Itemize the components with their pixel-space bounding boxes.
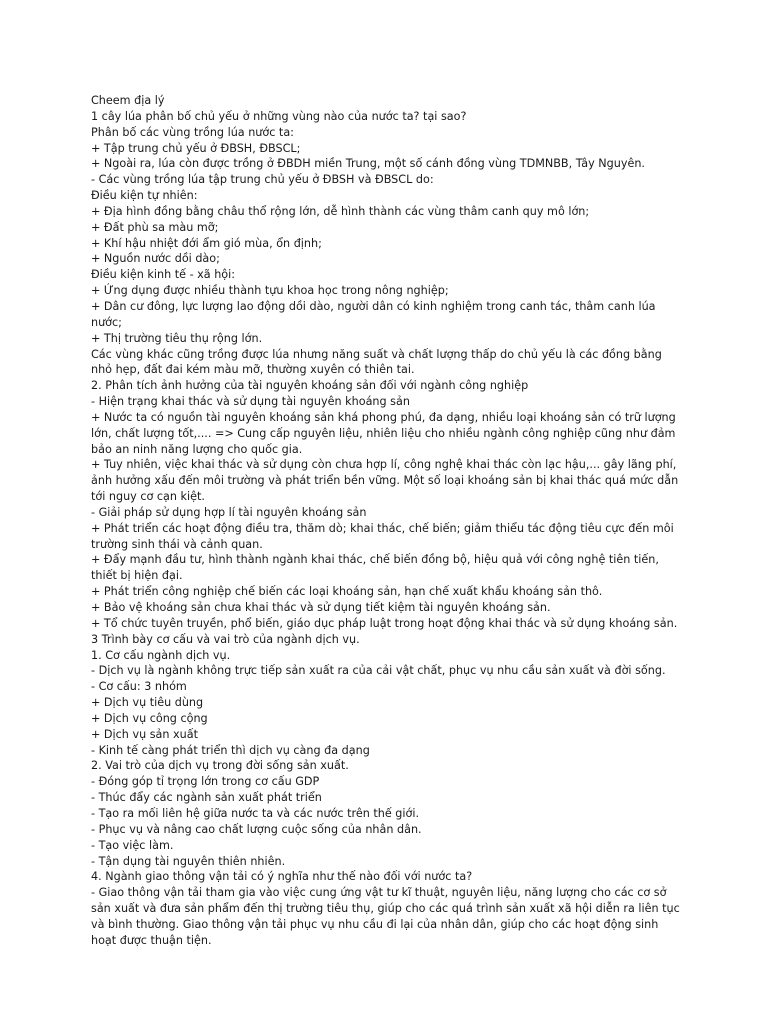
paragraph-line: + Đẩy mạnh đầu tư, hình thành ngành khai thác, chế biến đồng bộ, hiệu quả với công nghệ tiên tiến, thiết bị hiện đại.	[91, 553, 659, 583]
paragraph-line: - Cơ cấu: 3 nhóm	[91, 680, 187, 694]
paragraph-line: - Thúc đẩy các ngành sản xuất phát triển	[91, 791, 322, 805]
paragraph-line: + Tập trung chủ yếu ở ĐBSH, ĐBSCL;	[91, 141, 301, 155]
paragraph-line: - Giao thông vận tải tham gia vào việc cung ứng vật tư kĩ thuật, nguyên liệu, năng lượng cho các cơ sở sản xuất và đưa sản phẩm đến thị trường tiêu thụ, giúp cho các quá trình sản xuất xã hội diễn ra liên tục và bình thường. Giao thông vận tải phục vụ nhu cầu đi lại của nhân dân, giúp cho các hoạt động sinh hoạt được thuận tiện.	[91, 886, 680, 947]
paragraph-line: + Tổ chức tuyên truyền, phổ biến, giáo dục pháp luật trong hoạt động khai thác và sử dụng khoáng sản.	[91, 616, 678, 630]
paragraph-line: + Dịch vụ công cộng	[91, 711, 208, 725]
paragraph-line: 2. Vai trò của dịch vụ trong đời sống sản xuất.	[91, 759, 349, 773]
paragraph-line: + Ngoài ra, lúa còn được trồng ở ĐBDH miền Trung, một số cánh đồng vùng TDMNBB, Tây Nguyên.	[91, 157, 645, 171]
paragraph-line: + Khí hậu nhiệt đới ẩm gió mùa, ổn định;	[91, 236, 322, 250]
paragraph-line: + Dân cư đông, lực lượng lao động dồi dào, người dân có kinh nghiệm trong canh tác, thâm canh lúa nước;	[91, 299, 656, 329]
paragraph-line: Điều kiện kinh tế - xã hội:	[91, 268, 236, 282]
paragraph-line: + Dịch vụ sản xuất	[91, 727, 199, 741]
paragraph-line: + Tuy nhiên, việc khai thác và sử dụng còn chưa hợp lí, công nghệ khai thác còn lạc hậu,... gây lãng phí, ảnh hưởng xấu đến môi trường và phát triển bền vững. Một số loại khoáng sản bị khai thác quá mức dẫn tới nguy cơ cạn kiệt.	[91, 458, 679, 504]
question-2-heading: 2. Phân tích ảnh hưởng của tài nguyên khoáng sản đối với ngành công nghiệp	[91, 379, 529, 393]
paragraph-line: + Dịch vụ tiêu dùng	[91, 696, 204, 710]
paragraph-line: - Các vùng trồng lúa tập trung chủ yếu ở ĐBSH và ĐBSCL do:	[91, 173, 434, 187]
paragraph-line: - Hiện trạng khai thác và sử dụng tài nguyên khoáng sản	[91, 395, 410, 409]
question-1-heading: 1 cây lúa phân bố chủ yếu ở những vùng nào của nước ta? tại sao?	[91, 109, 467, 123]
question-4-heading: 4. Ngành giao thông vận tải có ý nghĩa như thế nào đối với nước ta?	[91, 870, 473, 884]
document-title: Cheem địa lý	[91, 94, 165, 107]
paragraph-line: - Dịch vụ là ngành không trực tiếp sản xuất ra của cải vật chất, phục vụ nhu cầu sản xuất và đời sống.	[91, 664, 666, 678]
document-body	[91, 93, 681, 949]
paragraph-line: - Phục vụ và nâng cao chất lượng cuộc sống của nhân dân.	[91, 822, 422, 836]
paragraph-line: - Giải pháp sử dụng hợp lí tài nguyên khoáng sản	[91, 505, 367, 519]
paragraph-line: 1. Cơ cấu ngành dịch vụ.	[91, 648, 231, 662]
paragraph-line: + Phát triển các hoạt động điều tra, thăm dò; khai thác, chế biến; giảm thiểu tác động tiêu cực đến môi trường sinh thái và cảnh quan.	[91, 521, 674, 551]
paragraph-line: - Tạo ra mối liên hệ giữa nước ta và các nước trên thế giới.	[91, 806, 420, 820]
paragraph-line: + Bảo vệ khoáng sản chưa khai thác và sử dụng tiết kiệm tài nguyên khoáng sản.	[91, 601, 551, 614]
paragraph-line: + Nước ta có nguồn tài nguyên khoáng sản khá phong phú, đa dạng, nhiều loại khoáng sản có trữ lượng lớn, chất lượng tốt,.... => Cung cấp nguyên liệu, nhiên liệu cho nhiều ngành công nghiệp cũng như đảm bảo an ninh năng lượng cho quốc gia.	[91, 410, 676, 456]
paragraph-line: + Ứng dụng được nhiều thành tựu khoa học trong nông nghiệp;	[91, 284, 449, 298]
paragraph-line: + Phát triển công nghiệp chế biến các loại khoáng sản, hạn chế xuất khẩu khoáng sản thô.	[91, 585, 603, 599]
paragraph-line: Phân bố các vùng trồng lúa nước ta:	[91, 125, 294, 139]
paragraph-line: Điều kiện tự nhiên:	[91, 189, 198, 203]
paragraph-line: Các vùng khác cũng trồng được lúa nhưng năng suất và chất lượng thấp do chủ yếu là các đồng bằng nhỏ hẹp, đất đai kém màu mỡ, thường xuyên có thiên tai.	[91, 347, 662, 377]
paragraph-line: - Tận dụng tài nguyên thiên nhiên.	[91, 854, 286, 868]
paragraph-line: + Thị trường tiêu thụ rộng lớn.	[91, 331, 263, 345]
paragraph-line: - Kinh tế càng phát triển thì dịch vụ càng đa dạng	[91, 743, 370, 757]
paragraph-line: - Tạo việc làm.	[91, 838, 174, 852]
question-3-heading: 3 Trình bày cơ cấu và vai trò của ngành dịch vụ.	[91, 632, 360, 646]
paragraph-line: - Đóng góp tỉ trọng lớn trong cơ cấu GDP	[91, 775, 320, 789]
paragraph-line: + Nguồn nước dồi dào;	[91, 252, 220, 266]
paragraph-line: + Đất phù sa màu mỡ;	[91, 220, 219, 234]
paragraph-line: + Địa hình đồng bằng châu thổ rộng lớn, dễ hình thành các vùng thâm canh quy mô lớn;	[91, 204, 590, 218]
